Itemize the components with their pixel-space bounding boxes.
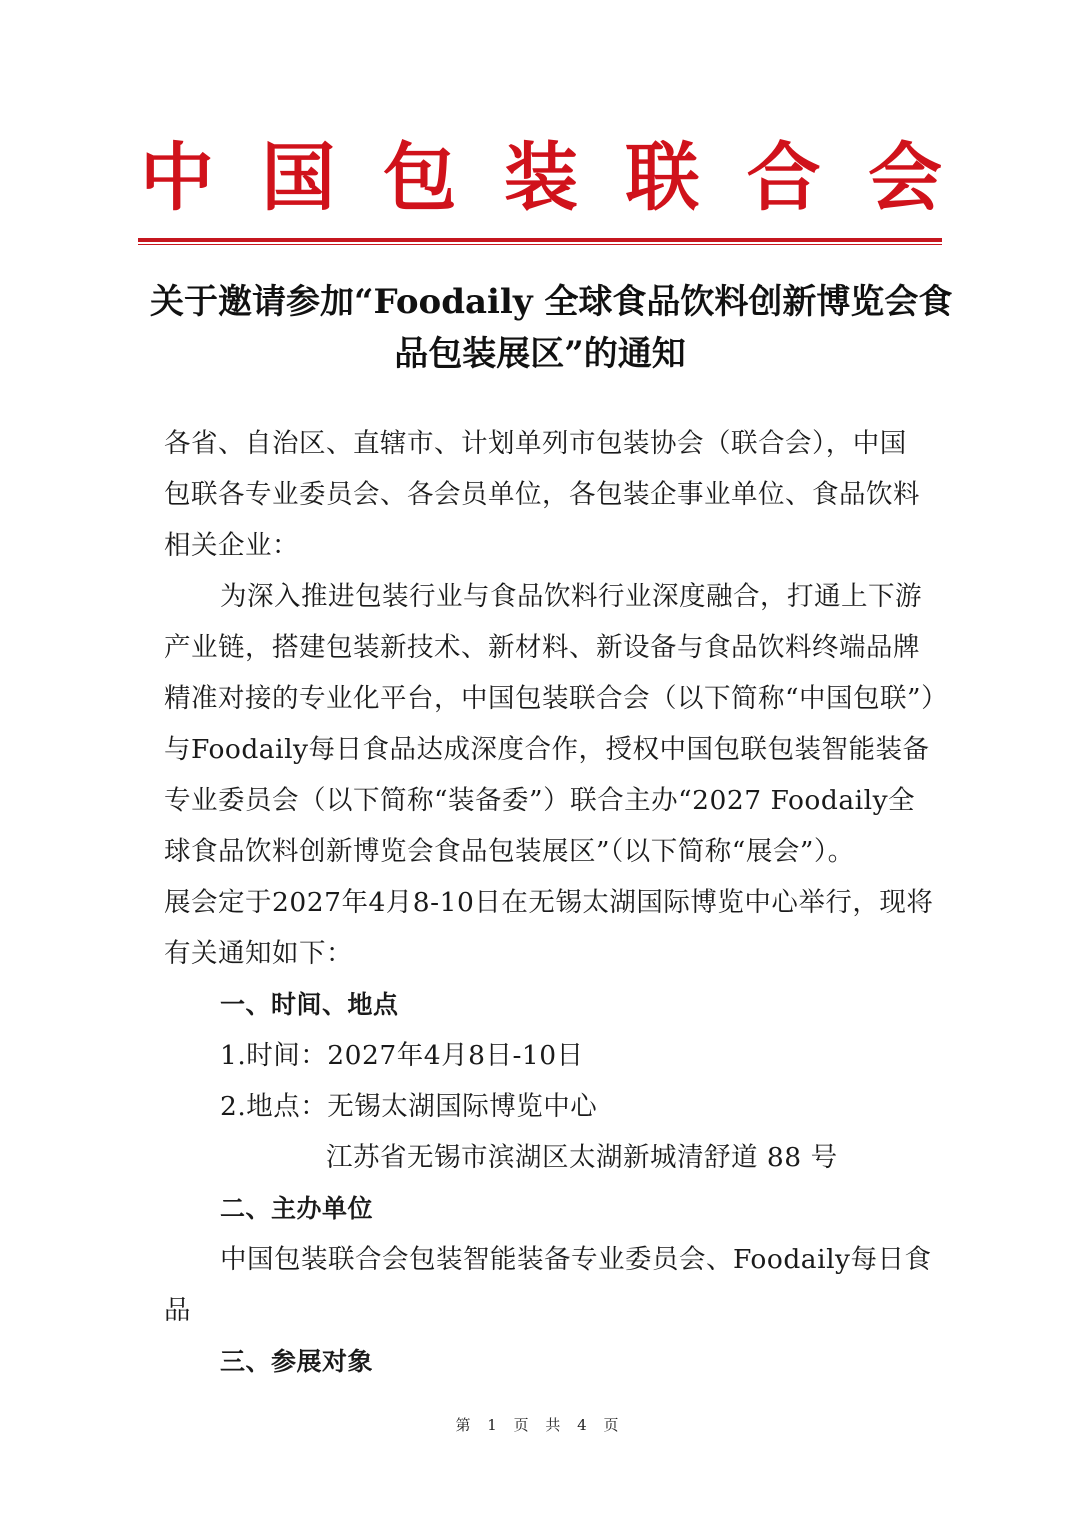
recipients-line: 各省、自治区、直辖市、计划单列市包装协会（联合会），中国: [164, 428, 907, 459]
intro-line: 产业链，搭建包装新技术、新材料、新设备与食品饮料终端品牌: [164, 632, 920, 663]
place-item: 2.地点：无锡太湖国际博览中心: [220, 1091, 598, 1122]
intro-line: 为深入推进包装行业与食品饮料行业深度融合，打通上下游: [220, 581, 922, 612]
document-title: [150, 276, 953, 380]
time-item: 1.时间：2027年4月8日-10日: [220, 1040, 584, 1071]
org-letterhead: [140, 128, 942, 228]
intro-paragraph: [164, 571, 949, 979]
letterhead-char: 会: [867, 135, 942, 221]
letterhead-char: 国: [261, 135, 336, 221]
intro-line: 展会定于2027年4月8-10日在无锡太湖国际博览中心举行，现将: [164, 887, 934, 918]
organizer-line: 中国包装联合会包装智能装备专业委员会、Foodaily每日食: [220, 1244, 932, 1275]
section-heading-exhibitors: 三、参展对象: [220, 1347, 374, 1376]
intro-line: 精准对接的专业化平台，中国包装联合会（以下简称“中国包联”）: [164, 683, 949, 714]
letterhead-char: 联: [625, 135, 700, 221]
recipients: [164, 418, 920, 571]
recipients-line: 相关企业：: [164, 530, 299, 561]
section-heading-organizer: 二、主办单位: [220, 1194, 374, 1223]
recipients-line: 包联各专业委员会、各会员单位，各包装企事业单位、食品饮料: [164, 479, 920, 510]
letterhead-char: 合: [746, 135, 821, 221]
intro-line: 有关通知如下：: [164, 938, 353, 969]
document-body: [164, 418, 949, 1387]
organizer-line-tail: 品: [164, 1295, 191, 1326]
section-heading-time-place: 一、时间、地点: [220, 990, 399, 1019]
address-item: 江苏省无锡市滨湖区太湖新城清舒道 88 号: [326, 1142, 838, 1173]
intro-line: 与Foodaily每日食品达成深度合作，授权中国包联包装智能装备: [164, 734, 930, 765]
letterhead-char: 中: [140, 135, 214, 221]
letterhead-divider-thin: [138, 244, 942, 245]
page-footer: 第 1 页 共 4 页: [455, 1416, 625, 1434]
letterhead-divider-thick: [138, 238, 942, 242]
letterhead-char: 包: [382, 135, 457, 221]
intro-line: 球食品饮料创新博览会食品包装展区”（以下简称“展会”）。: [164, 836, 855, 867]
intro-line: 专业委员会（以下简称“装备委”）联合主办“2027 Foodaily全: [164, 785, 916, 816]
title-line-1: 关于邀请参加“Foodaily 全球食品饮料创新博览会食: [150, 282, 953, 322]
letterhead-char: 装: [503, 135, 578, 221]
title-line-2: 品包装展区”的通知: [394, 334, 686, 374]
